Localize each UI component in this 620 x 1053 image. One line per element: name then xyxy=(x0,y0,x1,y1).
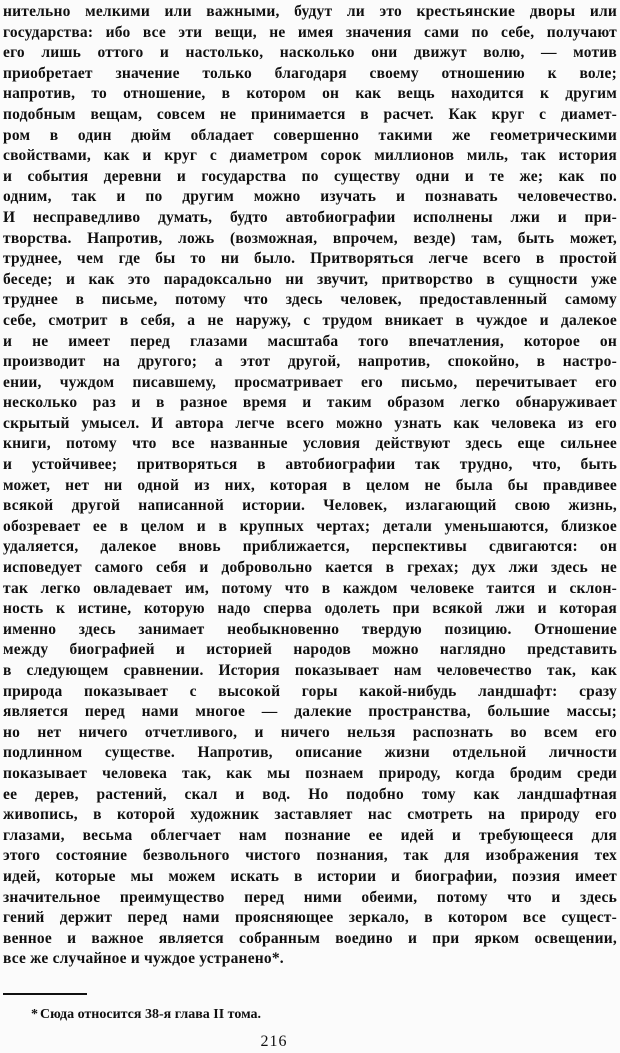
text-line: гений держит перед нами проясняющее зеркало, в котором все сущест- xyxy=(3,909,617,927)
text-line: государства: ибо все эти вещи, не имея значения сами по себе, получают xyxy=(3,23,617,41)
body-text xyxy=(3,2,617,970)
text-line: ром в один дюйм обладает совершенно такими же геометрическими xyxy=(3,126,617,144)
text-line: все же случайное и чуждое устранено*. xyxy=(3,950,284,968)
text-line: значительное преимущество перед ними обеими, потому что и здесь xyxy=(3,888,617,906)
text-line: производит на другого; а этот другой, напротив, спокойно, в настро- xyxy=(3,353,617,371)
text-line: труднее, чем где бы то ни было. Притворяться легче всего в простой xyxy=(3,250,617,268)
text-line: творства. Напротив, ложь (возможная, впрочем, везде) там, быть может, xyxy=(3,229,617,247)
footnote-divider xyxy=(3,993,87,995)
text-line: обозревает ее в целом и в крупных чертах; детали уменьшаются, близкое xyxy=(3,517,617,535)
text-line: ее дерев, растений, скал и вод. Но подобно тому как ландшафтная xyxy=(3,785,617,803)
text-line: венное и важное является собранным воедино и при ярком освещении, xyxy=(3,929,617,947)
text-line: ении, чуждом писавшему, просматривает его письмо, перечитывает его xyxy=(3,373,617,391)
text-line: себе, смотрит в себя, а не наружу, с трудом вникает в чуждое и далекое xyxy=(3,311,617,329)
text-line: является перед нами многое — далекие пространства, большие массы; xyxy=(3,703,617,721)
text-line: ность к истине, которую надо сперва одолеть при всякой лжи и которая xyxy=(3,600,617,618)
text-line: живопись, в которой художник заставляет нас смотреть на природу его xyxy=(3,806,617,824)
footnote-text: Сюда относится 38-я глава II тома. xyxy=(40,1006,262,1022)
text-line: показывает человека так, как мы познаем природу, когда бродим среди xyxy=(3,764,617,782)
text-line: так легко овладевает им, потому что в каждом человеке таится и склон- xyxy=(3,579,617,597)
text-line: между биографией и историей народов можно наглядно представить xyxy=(3,641,617,659)
text-line: подлинном существе. Напротив, описание жизни отдельной личности xyxy=(3,744,617,762)
text-line: скрытый умысел. И автора легче всего можно узнать как человека из его xyxy=(3,414,617,432)
text-line: подобным вещам, совсем не принимается в расчет. Как круг с диамет- xyxy=(3,105,617,123)
text-line: в следующем сравнении. История показывает нам человечество так, как xyxy=(3,662,617,679)
text-line: нительно мелкими или важными, будут ли это крестьянские дворы или xyxy=(3,3,617,20)
text-line: этого состояние безвольного чистого познания, так для изображения тех xyxy=(3,847,617,865)
text-line: природа показывает с высокой горы какой-нибудь ландшафт: сразу xyxy=(3,682,617,700)
text-line: несколько раз и в разное время и таким образом легко обнаруживает xyxy=(3,394,617,412)
text-line: и события деревни и государства по существу одни и те же; как по xyxy=(3,167,617,185)
text-line: книги, потому что все названные условия действуют здесь еще сильнее xyxy=(3,435,617,453)
text-line: удаляется, далекое вновь приближается, перспективы сдвигаются: он xyxy=(3,538,617,556)
text-line: идей, которые мы можем искать в истории и биографии, поэзия имеет xyxy=(3,867,617,885)
text-line: одним, так и по другим можно изучать и познавать человечество. xyxy=(3,188,617,206)
footnote xyxy=(3,1006,617,1024)
text-line: его лишь оттого и настолько, насколько они движут волю, — мотив xyxy=(3,44,617,62)
text-line: глазами, весьма облегчает нам познание ее идей и требующееся для xyxy=(3,826,617,844)
text-line: именно здесь занимает необыкновенно твердую позицию. Отношение xyxy=(3,620,617,638)
text-line: может, нет ни одной из них, которая в целом не была бы правдивее xyxy=(3,476,617,494)
text-line: И несправедливо думать, будто автобиографии исполнены лжи и при- xyxy=(3,208,617,226)
text-line: и не имеет перед глазами масштаба того впечатления, которое он xyxy=(3,332,617,350)
text-line: напротив, то отношение, в котором он как вещь находится к другим xyxy=(3,85,617,103)
footnote-marker: * xyxy=(31,1006,38,1022)
text-line: беседе; и как это парадоксально ни звучит, притворство в сущности уже xyxy=(3,270,617,288)
text-line: свойствами, как и круг с диаметром сорок миллионов миль, так история xyxy=(3,147,617,165)
text-line: труднее в письме, потому что здесь человек, предоставленный самому xyxy=(3,291,617,309)
text-line: всякой другой написанной истории. Человек, излагающий свою жизнь, xyxy=(3,497,617,515)
text-line: исповедует самого себя и добровольно кается в грехах; дух лжи здесь не xyxy=(3,559,617,577)
text-line: и устойчивее; притворяться в автобиографии так трудно, что, быть xyxy=(3,456,617,474)
page-number: 216 xyxy=(260,1032,288,1050)
text-line: приобретает значение только благодаря своему отношению к воле; xyxy=(3,64,617,82)
text-line: но нет ничего отчетливого, и ничего нельзя распознать во всем его xyxy=(3,723,617,741)
